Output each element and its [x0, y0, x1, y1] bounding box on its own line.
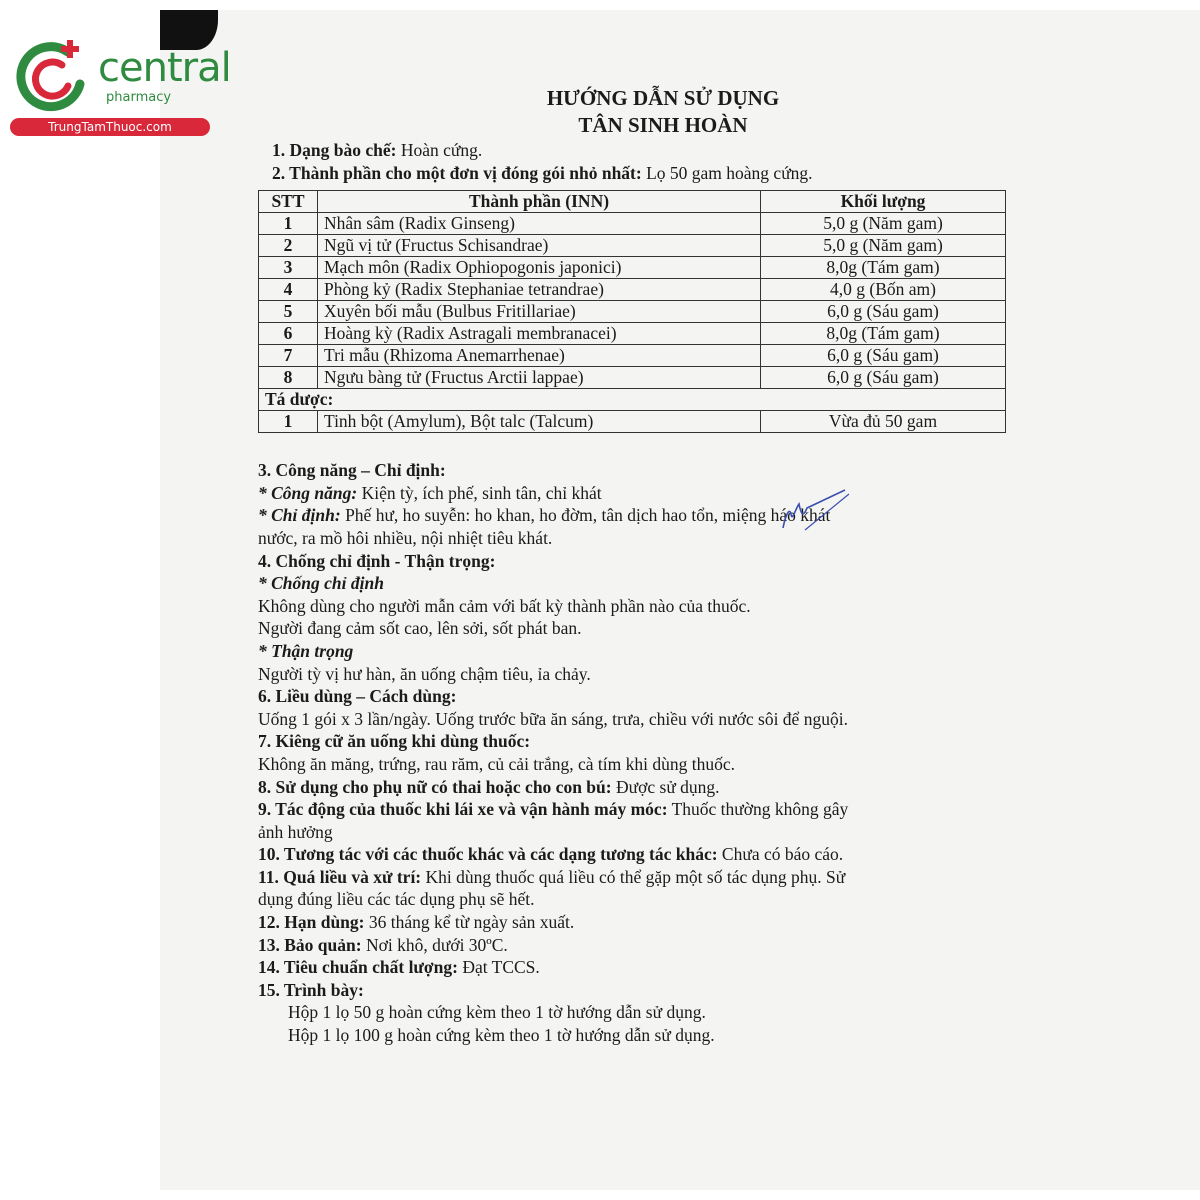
- logo-sub-text: pharmacy: [106, 90, 172, 105]
- section-14-label: 14. Tiêu chuẩn chất lượng:: [258, 957, 458, 978]
- doc-title-line-2: TÂN SINH HOÀN: [578, 113, 748, 137]
- row-ingredient: Xuyên bối mẫu (Bulbus Fritillariae): [318, 301, 761, 323]
- row-ingredient: Mạch môn (Radix Ophiopogonis japonici): [318, 257, 761, 279]
- row-ingredient: Hoàng kỳ (Radix Astragali membranacei): [318, 323, 761, 345]
- row-ingredient: Phòng kỷ (Radix Stephaniae tetrandrae): [318, 279, 761, 301]
- section-6-heading: 6. Liều dùng – Cách dùng:: [258, 686, 457, 707]
- excipient-label-row: [259, 389, 1006, 411]
- section-8: [258, 776, 1008, 799]
- section-1-text: Hoàn cứng.: [396, 140, 483, 160]
- section-7-text: Không ăn măng, trứng, rau răm, củ cải trắng, cà tím khi dùng thuốc.: [258, 753, 735, 774]
- section-11: [258, 866, 1008, 889]
- section-15-pack-2: Hộp 1 lọ 100 g hoàn cứng kèm theo 1 tờ hướng dẫn sử dụng.: [288, 1025, 715, 1046]
- section-9: [258, 798, 1008, 821]
- ingredients-table: [258, 190, 1006, 433]
- table-row: [259, 301, 1006, 323]
- row-ingredient: Tinh bột (Amylum), Bột talc (Talcum): [318, 411, 761, 433]
- chong-chi-dinh-label: * Chống chỉ định: [258, 573, 384, 594]
- row-mass: 6,0 g (Sáu gam): [761, 367, 1006, 389]
- signature-mark: [775, 488, 855, 538]
- table-header-row: [259, 191, 1006, 213]
- row-stt: 4: [259, 279, 318, 301]
- cong-nang-label: * Công năng:: [258, 482, 358, 503]
- row-stt: 5: [259, 301, 318, 323]
- section-3-cong-nang: [258, 482, 1008, 505]
- section-10: [258, 843, 1008, 866]
- row-ingredient: Nhân sâm (Radix Ginseng): [318, 213, 761, 235]
- row-mass: 6,0 g (Sáu gam): [761, 345, 1006, 367]
- section-12: [258, 911, 1008, 934]
- header-mass: Khối lượng: [761, 191, 1006, 213]
- section-15-heading: 15. Trình bày:: [258, 979, 364, 1000]
- section-11-text-cont: dụng đúng liều các tác dụng phụ sẽ hết.: [258, 889, 535, 910]
- doc-title-line-1: HƯỚNG DẪN SỬ DỤNG: [546, 86, 780, 110]
- row-ingredient: Tri mẫu (Rhizoma Anemarrhenae): [318, 345, 761, 367]
- chong-chi-dinh-1: Không dùng cho người mẫn cảm với bất kỳ thành phần nào của thuốc.: [258, 595, 751, 616]
- row-stt: 7: [259, 345, 318, 367]
- section-8-label: 8. Sử dụng cho phụ nữ có thai hoặc cho con bú:: [258, 776, 612, 797]
- section-3-chi-dinh: [258, 504, 1008, 527]
- table-row: [259, 323, 1006, 345]
- section-7-heading: 7. Kiêng cữ ăn uống khi dùng thuốc:: [258, 731, 531, 752]
- row-ingredient: Ngũ vị tử (Fructus Schisandrae): [318, 235, 761, 257]
- chi-dinh-label: * Chỉ định:: [258, 505, 341, 526]
- section-1: [258, 139, 1008, 162]
- table-row: [259, 213, 1006, 235]
- chi-dinh-text-cont: nước, ra mồ hôi nhiều, nội nhiệt tiêu khát.: [258, 527, 553, 548]
- logo-brand-text: central: [98, 45, 231, 91]
- row-stt: 1: [259, 213, 318, 235]
- section-8-text: Được sử dụng.: [611, 776, 720, 797]
- row-mass: 5,0 g (Năm gam): [761, 213, 1006, 235]
- section-15-pack-1: Hộp 1 lọ 50 g hoàn cứng kèm theo 1 tờ hướng dẫn sử dụng.: [288, 1002, 706, 1023]
- cong-nang-text: Kiện tỳ, ích phế, sinh tân, chỉ khát: [357, 482, 602, 503]
- header-stt: STT: [259, 191, 318, 213]
- section-13-text: Nơi khô, dưới 30ºC.: [361, 934, 508, 955]
- table-row: [259, 235, 1006, 257]
- table-row: [259, 411, 1006, 433]
- section-12-label: 12. Hạn dùng:: [258, 912, 365, 933]
- table-row: [259, 345, 1006, 367]
- logo-ring-icon: [10, 38, 94, 118]
- row-mass: 6,0 g (Sáu gam): [761, 301, 1006, 323]
- row-mass: 4,0 g (Bốn am): [761, 279, 1006, 301]
- excipient-label: Tá dược:: [259, 389, 1006, 411]
- section-14: [258, 956, 1008, 979]
- row-mass: 5,0 g (Năm gam): [761, 235, 1006, 257]
- table-row: [259, 257, 1006, 279]
- section-10-label: 10. Tương tác với các thuốc khác và các dạng tương tác khác:: [258, 844, 718, 865]
- section-2: [258, 162, 1008, 185]
- section-9-label: 9. Tác động của thuốc khi lái xe và vận hành máy móc:: [258, 799, 668, 820]
- chi-dinh-text: Phế hư, ho suyễn: ho khan, ho đờm, tân dịch hao tổn, miệng háo khát: [340, 505, 831, 526]
- section-4-heading: 4. Chống chỉ định - Thận trọng:: [258, 550, 496, 571]
- row-ingredient: Ngưu bàng tử (Fructus Arctii lappae): [318, 367, 761, 389]
- section-2-label: 2. Thành phần cho một đơn vị đóng gói nhỏ nhất:: [272, 162, 642, 183]
- section-6-text: Uống 1 gói x 3 lần/ngày. Uống trước bữa ăn sáng, trưa, chiều với nước sôi để nguội.: [258, 708, 848, 729]
- section-14-text: Đạt TCCS.: [457, 957, 540, 978]
- section-13-label: 13. Bảo quản:: [258, 934, 362, 955]
- section-3-heading: 3. Công năng – Chỉ định:: [258, 460, 446, 481]
- row-stt: 1: [259, 411, 318, 433]
- section-11-text: Khi dùng thuốc quá liều có thể gặp một số tác dụng phụ. Sử: [421, 866, 846, 887]
- than-trong-label: * Thận trọng: [258, 640, 354, 661]
- table-row: [259, 367, 1006, 389]
- row-mass: 8,0g (Tám gam): [761, 257, 1006, 279]
- row-stt: 2: [259, 235, 318, 257]
- section-11-label: 11. Quá liều và xử trí:: [258, 866, 422, 887]
- row-stt: 3: [259, 257, 318, 279]
- chong-chi-dinh-2: Người đang cảm sốt cao, lên sởi, sốt phát ban.: [258, 618, 582, 639]
- row-mass: 8,0g (Tám gam): [761, 323, 1006, 345]
- section-9-text-cont: ảnh hưởng: [258, 821, 333, 842]
- header-ingredient: Thành phần (INN): [318, 191, 761, 213]
- section-1-label: 1. Dạng bào chế:: [272, 140, 397, 160]
- section-10-text: Chưa có báo cáo.: [717, 844, 844, 865]
- row-stt: 8: [259, 367, 318, 389]
- section-9-text: Thuốc thường không gây: [667, 799, 849, 820]
- row-mass: Vừa đủ 50 gam: [761, 411, 1006, 433]
- than-trong-1: Người tỳ vị hư hàn, ăn uống chậm tiêu, ỉa chảy.: [258, 663, 591, 684]
- logo-site-url[interactable]: TrungTamThuoc.com: [10, 118, 210, 136]
- section-13: [258, 934, 1008, 957]
- section-12-text: 36 tháng kể từ ngày sản xuất.: [364, 912, 575, 933]
- document-body: [258, 85, 1008, 1047]
- row-stt: 6: [259, 323, 318, 345]
- central-pharmacy-logo[interactable]: [10, 38, 231, 138]
- table-row: [259, 279, 1006, 301]
- section-2-text: Lọ 50 gam hoàng cứng.: [641, 162, 813, 183]
